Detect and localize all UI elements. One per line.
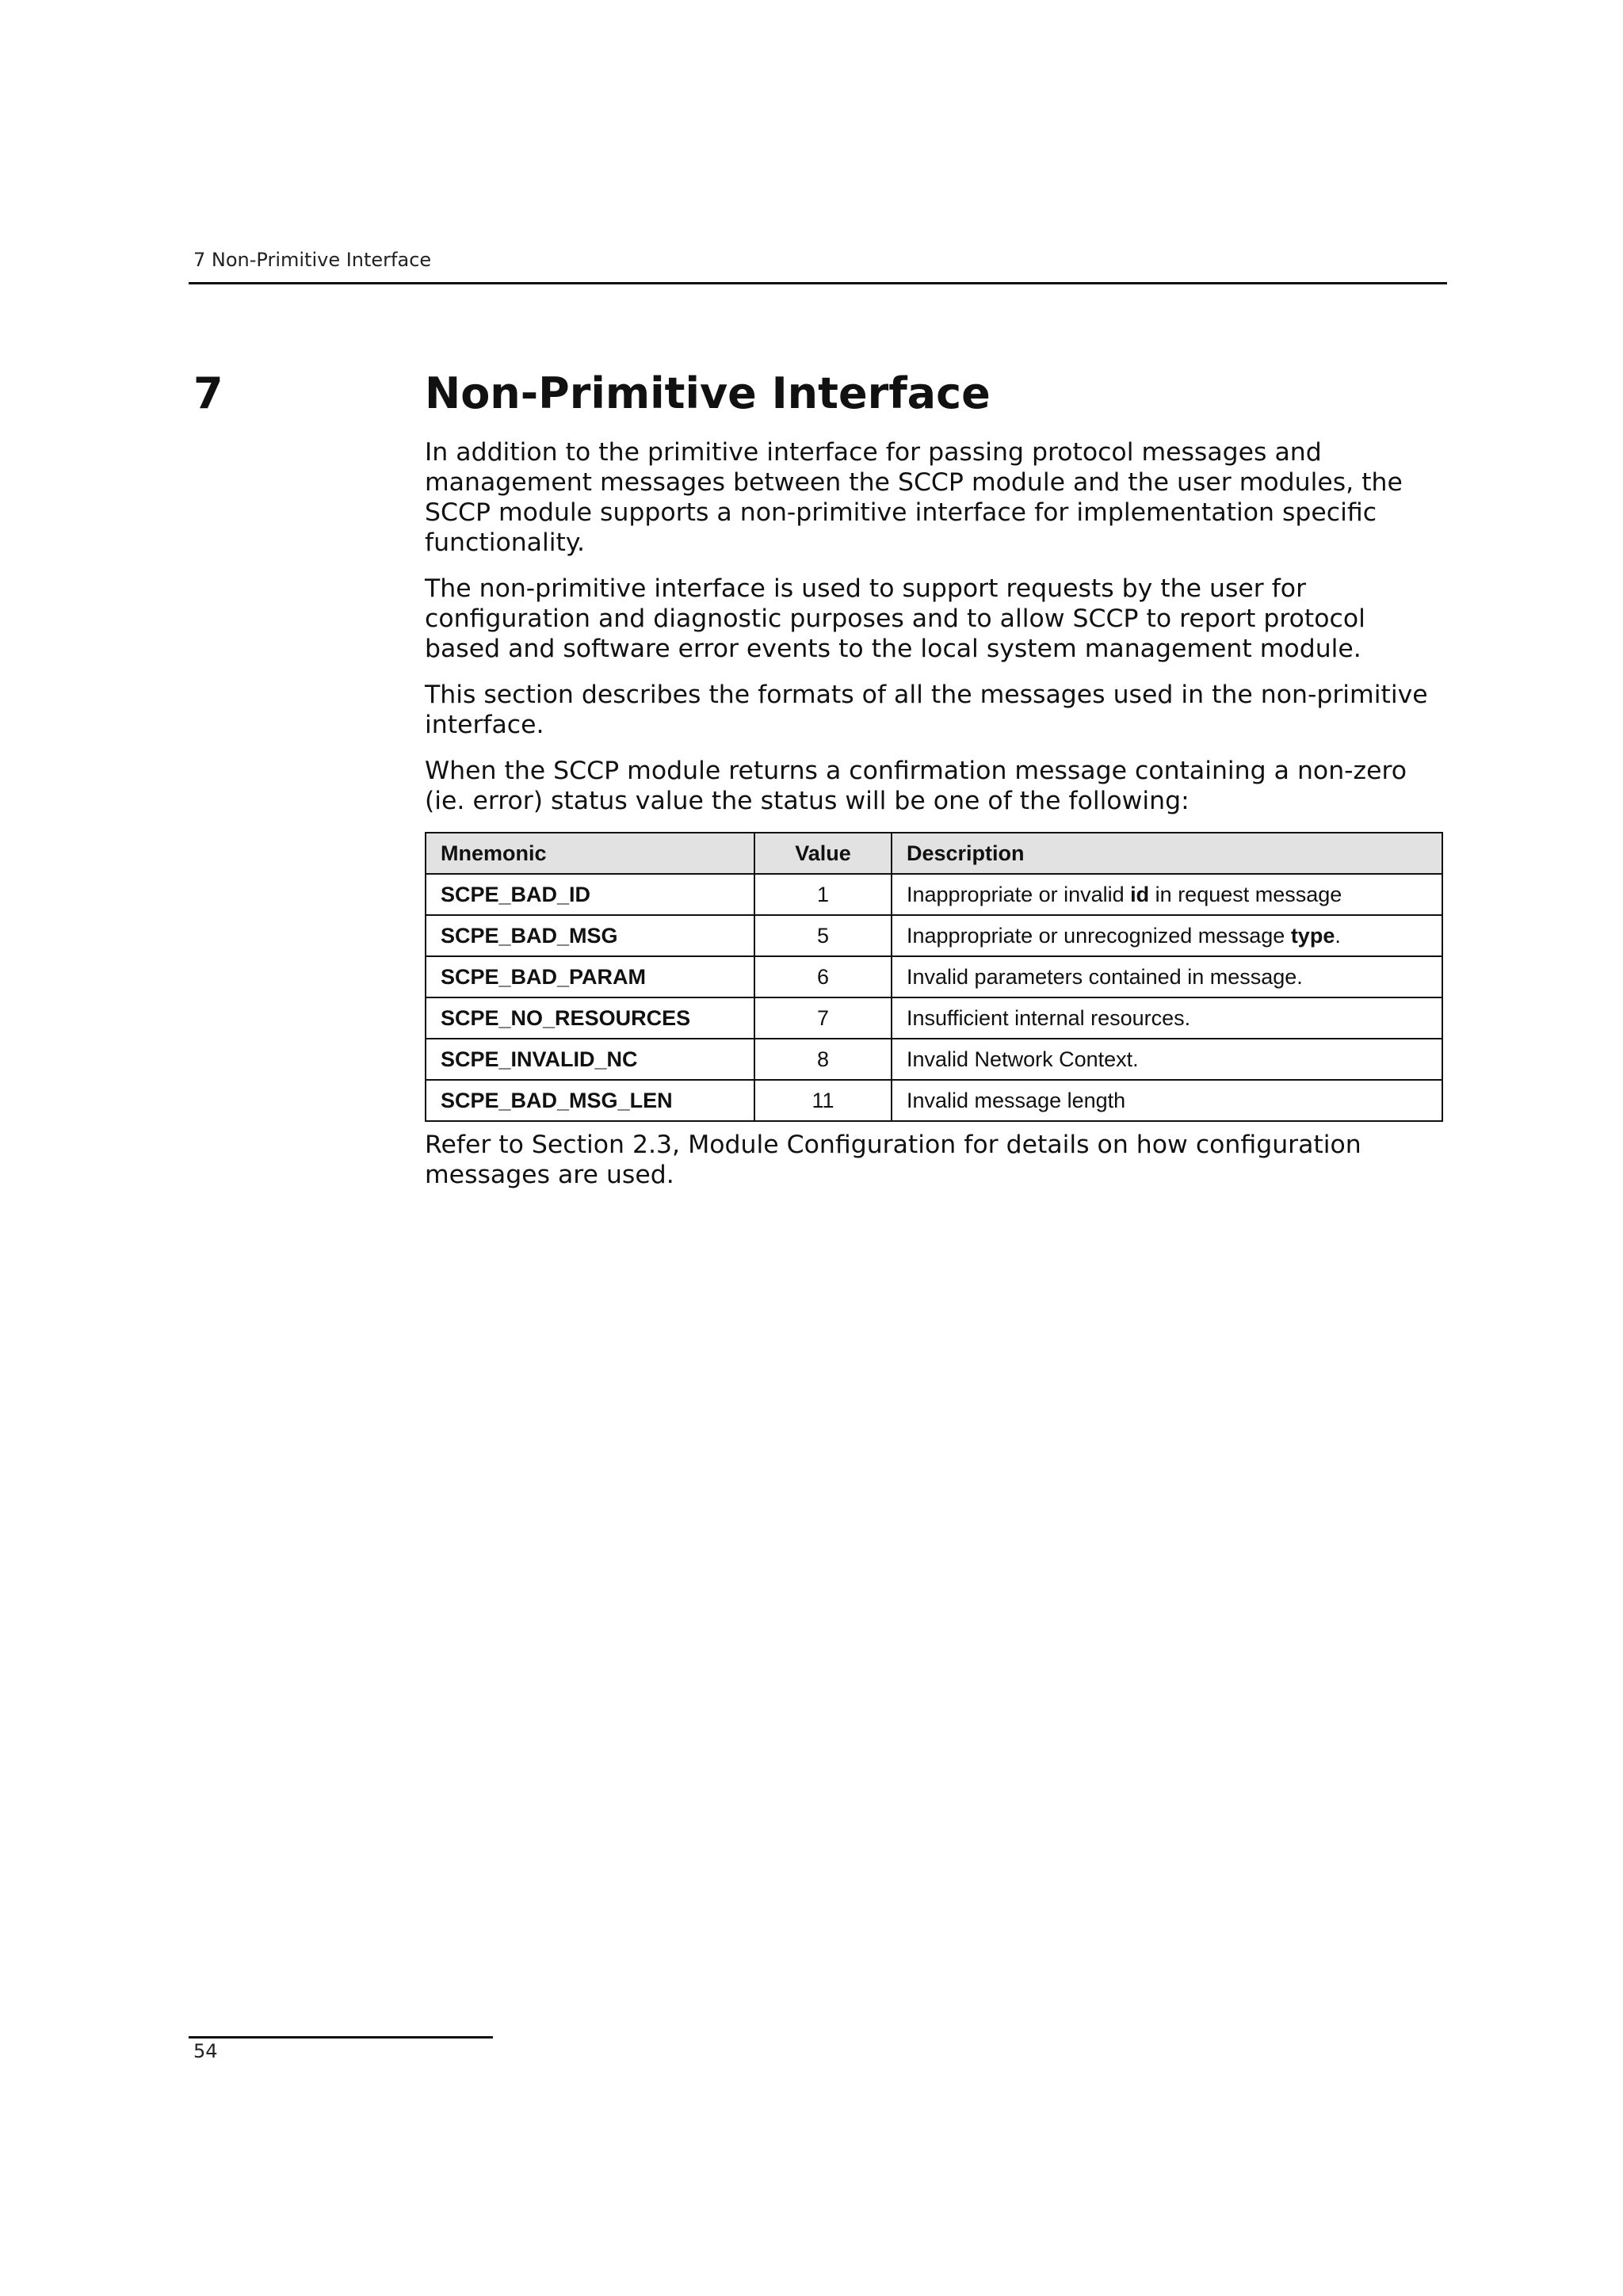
mnemonic-cell: SCPE_NO_RESOURCES [426,997,754,1039]
description-text-end: . [1335,923,1341,948]
description-keyword: type [1290,923,1335,948]
value-cell: 7 [754,997,892,1039]
footer-divider [189,2036,493,2039]
column-header-value: Value [754,833,892,874]
description-cell [892,915,1442,956]
description-cell: Insufficient internal resources. [892,997,1442,1039]
description-text-end: in request message [1149,882,1342,906]
description-cell: Invalid parameters contained in message. [892,956,1442,997]
table-row [426,1080,1442,1121]
value-cell: 8 [754,1039,892,1080]
status-codes-table [425,832,1443,1122]
scope-paragraph: This section describes the formats of all the messages used in the non-primitive interface. [425,681,1428,739]
table-row [426,874,1442,915]
column-header-mnemonic: Mnemonic [426,833,754,874]
table-row [426,997,1442,1039]
chapter-title: Non-Primitive Interface [425,368,991,418]
mnemonic-cell: SCPE_BAD_ID [426,874,754,915]
table-row [426,1039,1442,1080]
purpose-paragraph: The non-primitive interface is used to support requests by the user for configuration and diagnostic purposes and to allow SCCP to report protocol based and software error events to the local system management module. [425,574,1365,663]
description-text: Inappropriate or unrecognized message [907,923,1291,948]
mnemonic-cell: SCPE_BAD_MSG_LEN [426,1080,754,1121]
column-header-description: Description [892,833,1442,874]
description-cell: Invalid message length [892,1080,1442,1121]
description-text: Inappropriate or invalid [907,882,1131,906]
value-cell: 6 [754,956,892,997]
reference-paragraph: Refer to Section 2.3, Module Configuration for details on how configuration messages are used. [425,1131,1361,1189]
table-row [426,915,1442,956]
mnemonic-cell: SCPE_BAD_PARAM [426,956,754,997]
table-header-row [426,833,1442,874]
mnemonic-cell: SCPE_INVALID_NC [426,1039,754,1080]
description-cell [892,874,1442,915]
value-cell: 5 [754,915,892,956]
running-header: 7 Non-Primitive Interface [193,249,432,271]
section-body [425,437,1447,1206]
header-divider [189,282,1447,284]
value-cell: 11 [754,1080,892,1121]
chapter-number: 7 [193,368,223,418]
description-keyword: id [1130,882,1150,906]
page-number: 54 [193,2040,218,2062]
status-intro-paragraph: When the SCCP module returns a confirmation message containing a non-zero (ie. error) status value the status will be one of the following: [425,757,1407,815]
mnemonic-cell: SCPE_BAD_MSG [426,915,754,956]
table-row [426,956,1442,997]
value-cell: 1 [754,874,892,915]
description-cell: Invalid Network Context. [892,1039,1442,1080]
intro-paragraph: In addition to the primitive interface for passing protocol messages and management messages between the SCCP module and the user modules, the SCCP module supports a non-primitive interface for implementation specific functionality. [425,438,1403,557]
